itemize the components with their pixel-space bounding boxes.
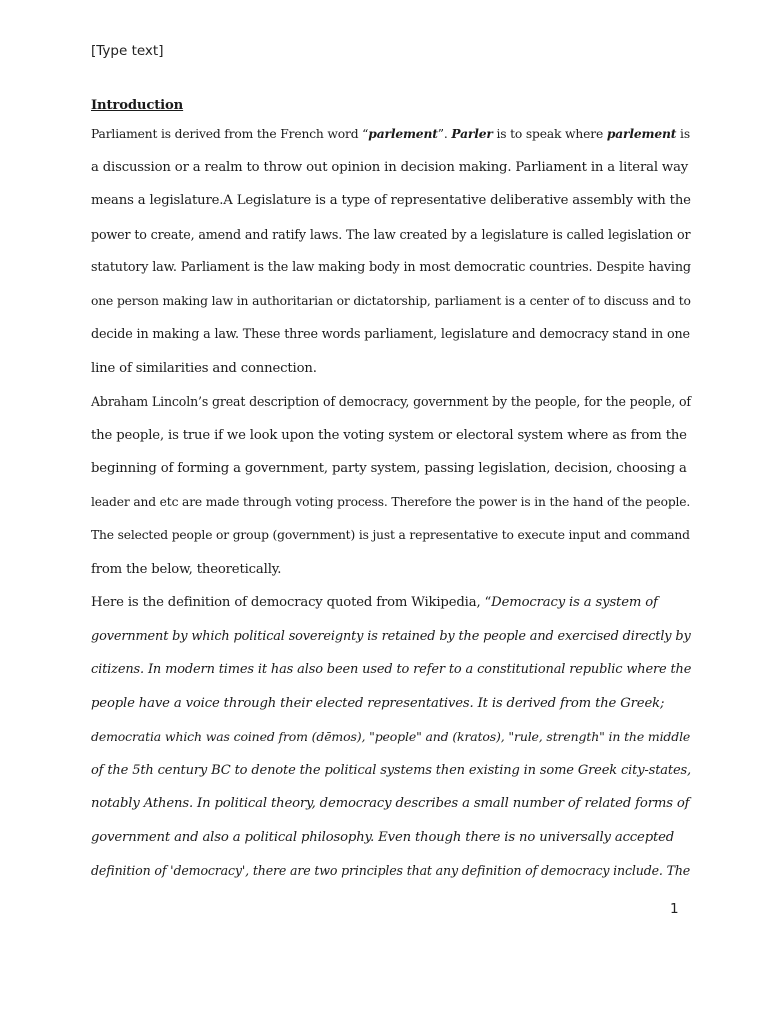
quoted-text-line: notably Athens. In political theory, democracy describes a small number of related forms of <box>91 796 690 811</box>
quoted-text-line: citizens. In modern times it has also been used to refer to a constitutional republic where the <box>91 662 692 677</box>
paragraph-lincoln <box>91 385 691 586</box>
header-placeholder-text: [Type text] <box>91 43 164 59</box>
quoted-text-line: definition of 'democracy', there are two principles that any definition of democracy include. The <box>91 863 691 878</box>
text-line: statutory law. Parliament is the law making body in most democratic countries. Despite having <box>91 260 691 275</box>
text-line <box>91 117 691 151</box>
text-line: from the below, theoretically. <box>91 561 282 577</box>
text-run: Here is the definition of democracy quoted from Wikipedia, “ <box>91 595 492 610</box>
emphasis-text: parlement <box>368 126 438 141</box>
text-line: The selected people or group (government) is just a representative to execute input and command <box>91 528 690 542</box>
quoted-text-line: of the 5th century BC to denote the political systems then existing in some Greek city-states, <box>91 762 692 778</box>
text-line: leader and etc are made through voting process. Therefore the power is in the hand of the people. <box>91 494 691 509</box>
page-number: 1 <box>670 901 679 917</box>
text-line <box>91 586 691 620</box>
quoted-text-line: democratia which was coined from (dēmos), "people" and (kratos), "rule, strength" in the middle <box>91 729 691 744</box>
quoted-text-line: government and also a political philosophy. Even though there is no universally accepted <box>91 829 675 845</box>
text-line: Abraham Lincoln’s great description of democracy, government by the people, for the people, of <box>91 394 691 409</box>
text-run: ”. <box>437 127 452 141</box>
emphasis-text: Parler <box>451 126 493 141</box>
text-run: is to speak where <box>492 127 607 141</box>
quoted-text-line: people have a voice through their elected representatives. It is derived from the Greek; <box>91 695 665 711</box>
paragraph-parliament <box>91 117 691 385</box>
document-body <box>91 94 691 888</box>
text-line: line of similarities and connection. <box>91 360 317 376</box>
text-run: Parliament is derived from the French word “ <box>91 127 369 141</box>
emphasis-text: parlement <box>606 126 677 141</box>
section-heading: Introduction <box>91 98 184 113</box>
quoted-text-line: government by which political sovereignty is retained by the people and exercised directly by <box>91 628 691 644</box>
text-line: a discussion or a realm to throw out opinion in decision making. Parliament in a literal way <box>91 159 689 175</box>
text-line: power to create, amend and ratify laws. The law created by a legislature is called legislation or <box>91 226 691 242</box>
text-run: is <box>676 127 690 141</box>
text-line: decide in making a law. These three words parliament, legislature and democracy stand in one <box>91 327 690 342</box>
paragraph-definition-quote <box>91 586 691 888</box>
text-line: one person making law in authoritarian or dictatorship, parliament is a center of to discuss and to <box>91 293 691 308</box>
text-line: means a legislature.A Legislature is a type of representative deliberative assembly with the <box>91 193 691 208</box>
text-line: beginning of forming a government, party system, passing legislation, decision, choosing a <box>91 461 687 476</box>
quoted-text: Democracy is a system of <box>491 595 658 610</box>
text-line: the people, is true if we look upon the voting system or electoral system where as from the <box>91 427 687 443</box>
